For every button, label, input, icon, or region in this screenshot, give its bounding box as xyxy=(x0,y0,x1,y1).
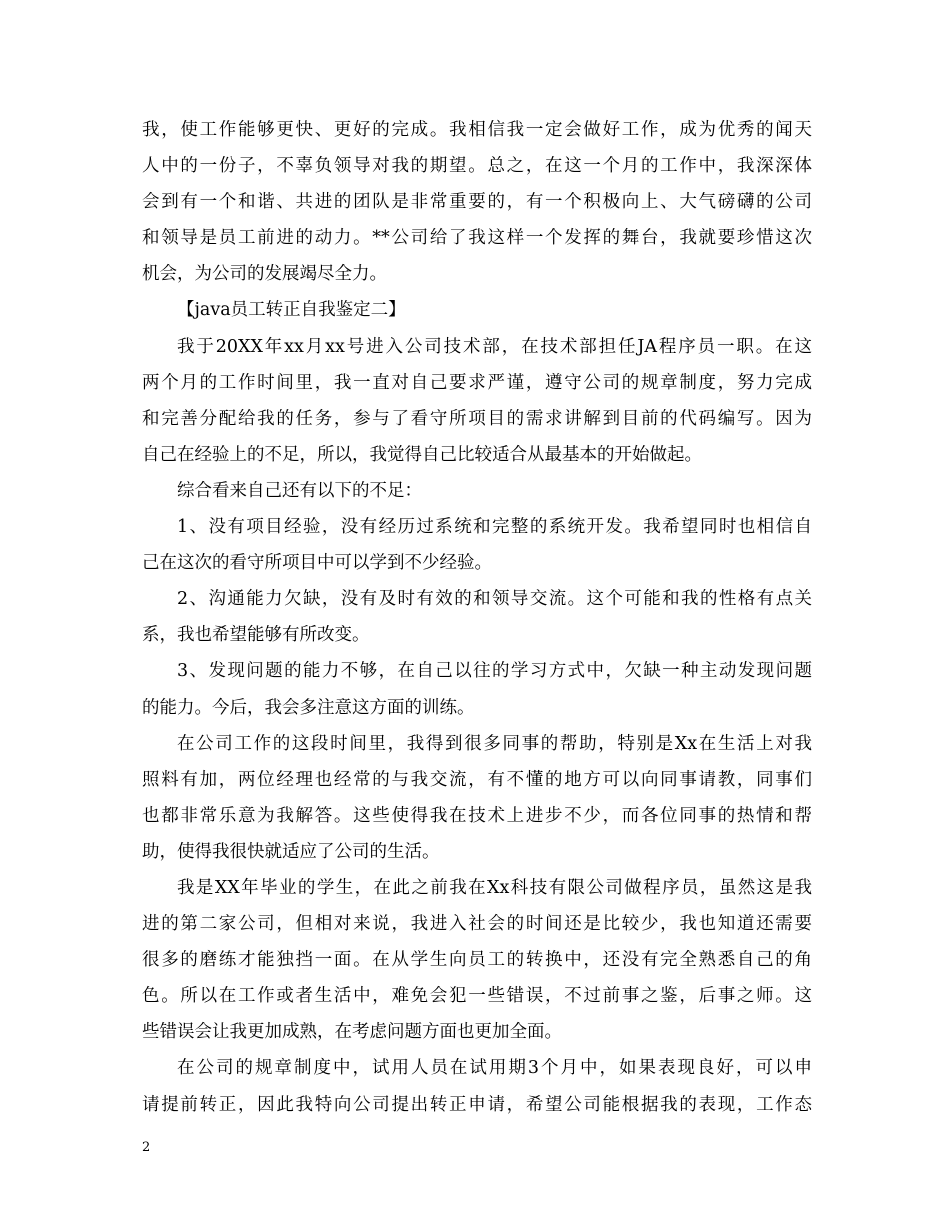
text-line: 己在这次的看守所项目中可以学到不少经验。 xyxy=(142,553,492,574)
text-line: 请提前转正，因此我特向公司提出转正申请，希望公司能根据我的表现，工作态 xyxy=(142,1094,812,1115)
text-line: 两个月的工作时间里，我一直对自己要求严谨，遵守公司的规章制度，努力完成 xyxy=(142,372,812,393)
text-line: 进的第二家公司，但相对来说，我进入社会的时间还是比较少，我也知道还需要 xyxy=(142,914,812,935)
text-line: 照料有加，两位经理也经常的与我交流，有不懂的地方可以向同事请教，同事们 xyxy=(142,769,812,790)
text-line: 自己在经验上的不足，所以，我觉得自己比较适合从最基本的开始做起。 xyxy=(142,444,702,465)
text-line: 很多的磨练才能独挡一面。在从学生向员工的转换中，还没有完全熟悉自己的角 xyxy=(142,950,812,971)
page-number: 2 xyxy=(142,1140,151,1155)
text-line: 2、沟通能力欠缺，没有及时有效的和领导交流。这个可能和我的性格有点关 xyxy=(177,589,812,610)
text-line: 和领导是员工前进的动力。**公司给了我这样一个发挥的舞台，我就要珍惜这次 xyxy=(142,228,812,249)
text-line: 在公司的规章制度中，试用人员在试用期3个月中，如果表现良好，可以申 xyxy=(177,1058,812,1079)
text-line: 我，使工作能够更快、更好的完成。我相信我一定会做好工作，成为优秀的闻天 xyxy=(142,120,812,140)
text-line: 我于20XX年xx月xx号进入公司技术部，在技术部担任JA程序员一职。在这 xyxy=(177,336,812,357)
text-line: 【java员工转正自我鉴定二】 xyxy=(177,300,406,321)
text-line: 些错误会让我更加成熟，在考虑问题方面也更加全面。 xyxy=(142,1022,562,1043)
text-line: 机会，为公司的发展竭尽全力。 xyxy=(142,264,387,285)
text-line: 也都非常乐意为我解答。这些使得我在技术上进步不少，而各位同事的热情和帮 xyxy=(142,805,812,826)
text-line: 我是XX年毕业的学生，在此之前我在Xx科技有限公司做程序员，虽然这是我 xyxy=(177,877,812,898)
document-body xyxy=(142,112,812,1123)
text-line: 助，使得我很快就适应了公司的生活。 xyxy=(142,841,440,862)
text-line: 在公司工作的这段时间里，我得到很多同事的帮助，特别是Xx在生活上对我 xyxy=(177,733,812,754)
text-line: 色。所以在工作或者生活中，难免会犯一些错误，不过前事之鉴，后事之师。这 xyxy=(142,986,812,1007)
text-line: 和完善分配给我的任务，参与了看守所项目的需求讲解到目前的代码编写。因为 xyxy=(142,408,812,429)
text-line: 综合看来自己还有以下的不足： xyxy=(177,480,422,501)
text-line: 会到有一个和谐、共进的团队是非常重要的，有一个积极向上、大气磅礴的公司 xyxy=(142,192,812,213)
text-line: 1、没有项目经验，没有经历过系统和完整的系统开发。我希望同时也相信自 xyxy=(177,517,812,538)
text-line: 的能力。今后，我会多注意这方面的训练。 xyxy=(142,697,475,718)
text-line: 人中的一份子，不辜负领导对我的期望。总之，在这一个月的工作中，我深深体 xyxy=(142,156,812,177)
text-line: 3、发现问题的能力不够，在自己以往的学习方式中，欠缺一种主动发现问题 xyxy=(177,661,812,682)
text-line: 系，我也希望能够有所改变。 xyxy=(142,625,370,646)
